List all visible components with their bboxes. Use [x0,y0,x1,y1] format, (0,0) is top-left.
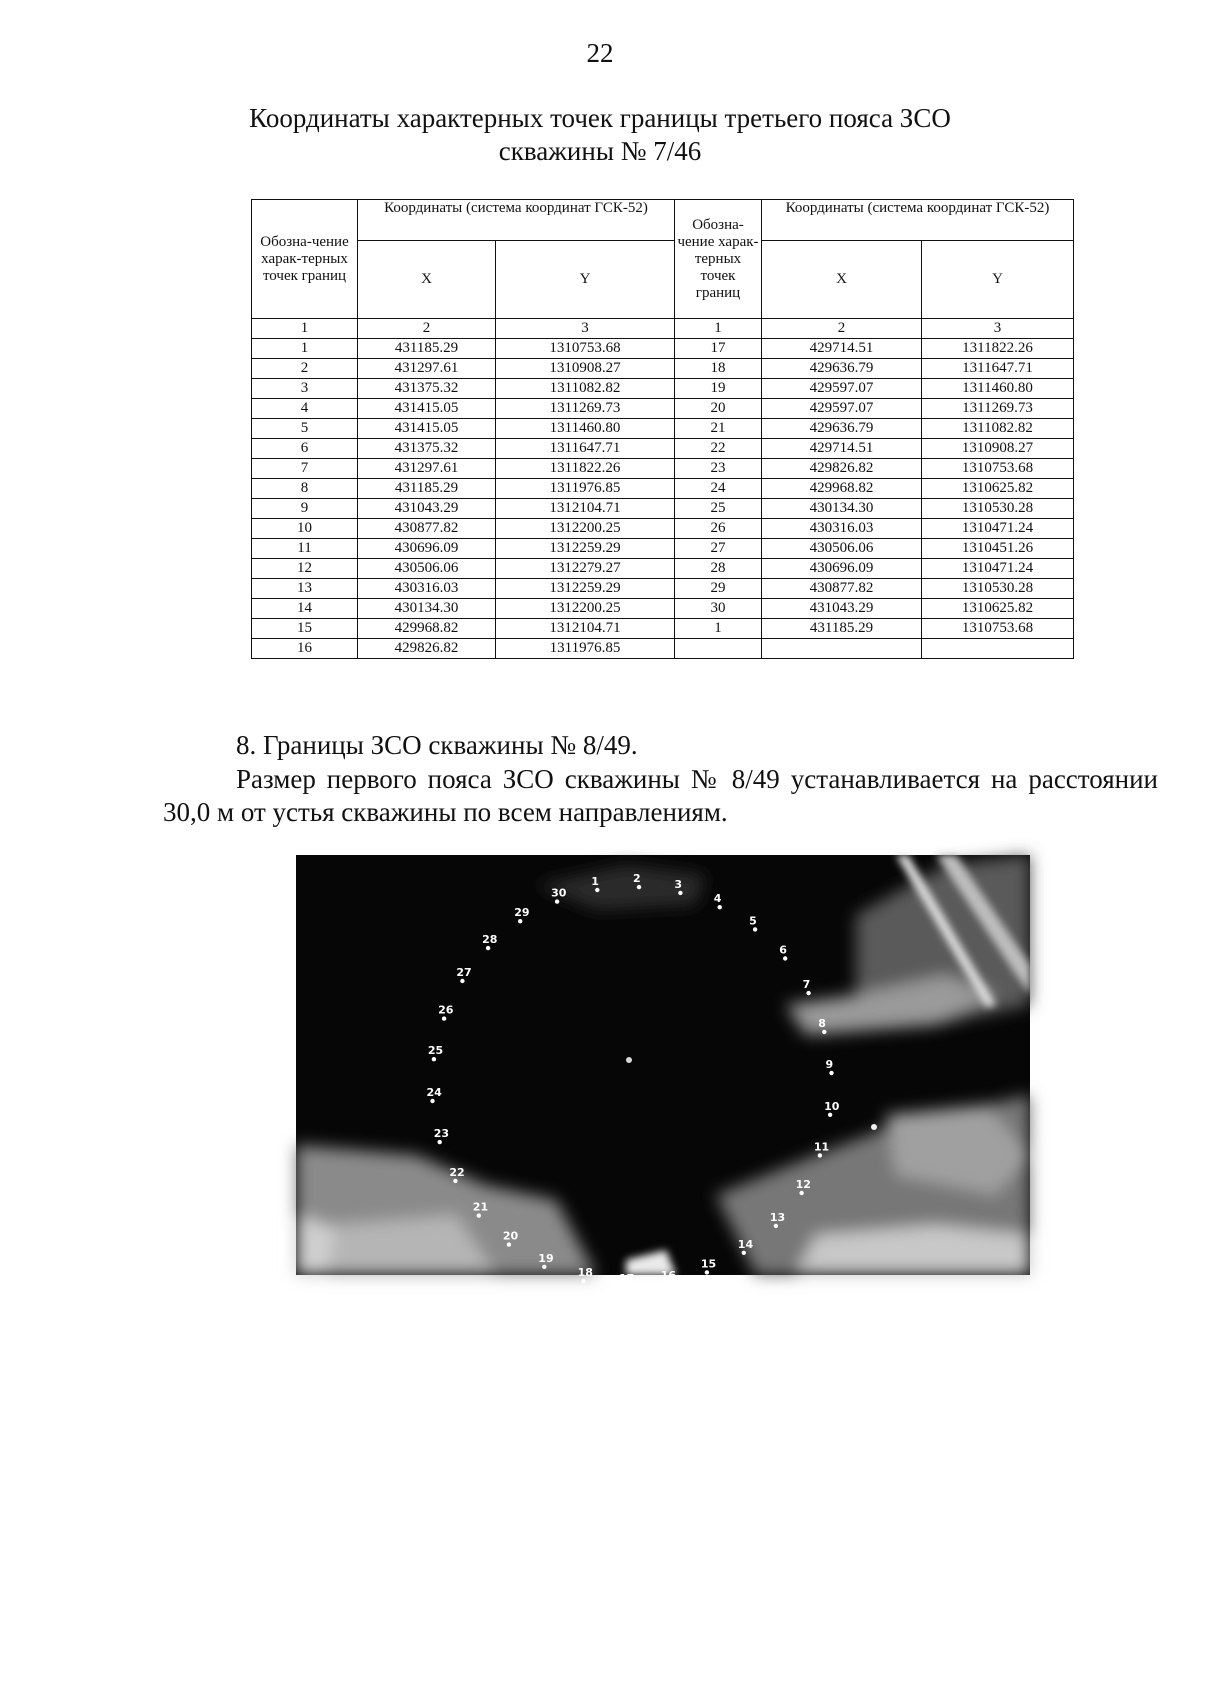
boundary-point [822,1030,826,1034]
column-number: 1 [252,319,358,339]
cell-x: 429968.82 [358,619,496,639]
boundary-point-label: 19 [538,1251,554,1265]
boundary-point [637,885,641,889]
cell-y: 1311822.26 [496,459,675,479]
boundary-point-label: 27 [456,966,472,979]
boundary-point [828,1113,832,1117]
cell-point: 1 [252,339,358,359]
table-row [252,459,1074,479]
boundary-point-label: 12 [795,1178,811,1191]
table-row [252,439,1074,459]
cell-y: 1311082.82 [922,419,1074,439]
cell-x: 429968.82 [762,479,922,499]
cell-x: 430877.82 [358,519,496,539]
boundary-point-label: 21 [472,1200,489,1214]
cell-y: 1312259.29 [496,579,675,599]
cell-x: 431297.61 [358,459,496,479]
boundary-point [595,888,599,892]
table-row [252,559,1074,579]
boundary-point [477,1213,481,1217]
section-paragraph: Размер первого пояса ЗСО скважины № 8/49 устанавливается на расстоянии 30,0 м от устья скважины по всем направлениям. [163,764,1158,827]
cell-y: 1311976.85 [496,639,675,659]
cell-x: 429714.51 [762,439,922,459]
boundary-point [518,919,522,923]
cell-y: 1310753.68 [922,459,1074,479]
cell-point: 15 [252,619,358,639]
boundary-point-label: 1 [591,875,599,888]
cell-x: 429636.79 [762,359,922,379]
cell-point: 22 [675,439,762,459]
cell-x: 429826.82 [358,639,496,659]
table-row [252,379,1074,399]
boundary-point-label: 24 [426,1086,442,1099]
table-row [252,359,1074,379]
cell-point: 13 [252,579,358,599]
cell-x: 431043.29 [762,599,922,619]
boundary-point-label: 4 [713,892,722,906]
cell-x: 431043.29 [358,499,496,519]
cell-point: 21 [675,419,762,439]
cell-x: 429597.07 [762,399,922,419]
column-number: 3 [496,319,675,339]
boundary-point [507,1242,511,1246]
boundary-point [432,1057,436,1061]
cell-y: 1311976.85 [496,479,675,499]
boundary-point-label: 10 [824,1099,840,1113]
page-number: 22 [586,38,614,68]
cell-x: 431415.05 [358,419,496,439]
cell-x: 430316.03 [762,519,922,539]
column-number: 3 [922,319,1074,339]
boundary-point-label: 28 [482,933,498,947]
cell-x: 429714.51 [762,339,922,359]
boundary-point-label: 20 [502,1229,519,1243]
cell-x: 431375.32 [358,439,496,459]
table-row [252,339,1074,359]
cell-x: 429826.82 [762,459,922,479]
cell-x: 431185.29 [358,339,496,359]
cell-x: 431297.61 [358,359,496,379]
boundary-point [829,1071,833,1075]
cell-x: 430877.82 [762,579,922,599]
cell-y: 1311460.80 [496,419,675,439]
boundary-point [818,1153,822,1157]
boundary-point-label: 8 [818,1016,826,1030]
boundary-point-label: 16 [660,1269,677,1282]
boundary-point [555,899,559,903]
cell-point: 1 [675,619,762,639]
boundary-point [442,1016,446,1020]
boundary-point [430,1099,434,1103]
map-marker [871,1124,877,1130]
boundary-point-label: 30 [551,886,567,900]
cell-y: 1312279.27 [496,559,675,579]
table-title-line-1: Координаты характерных точек границы третьего пояса ЗСО [249,103,951,133]
cell-y: 1312104.71 [496,619,675,639]
cell-point: 27 [675,539,762,559]
boundary-point [460,979,464,983]
boundary-point-label: 5 [749,914,757,928]
cell-point [675,639,762,659]
boundary-point [806,991,810,995]
cell-point: 28 [675,559,762,579]
header-coords-right: Координаты (система координат ГСК-52) [762,200,1074,241]
cell-x: 431185.29 [762,619,922,639]
cell-x: 430696.09 [762,559,922,579]
satellite-map-figure [296,855,1030,1285]
cell-point: 12 [252,559,358,579]
cell-y: 1312259.29 [496,539,675,559]
boundary-point [678,891,682,895]
boundary-point-label: 29 [514,906,530,920]
cell-x: 430134.30 [762,499,922,519]
cell-point: 26 [675,519,762,539]
cell-x: 429597.07 [762,379,922,399]
boundary-point [581,1279,585,1283]
cell-point: 17 [675,339,762,359]
table-title [0,102,1200,168]
cell-point: 2 [252,359,358,379]
section-heading: 8. Границы ЗСО скважины № 8/49. [236,730,638,760]
well-marker [626,1057,632,1063]
cell-y: 1310908.27 [496,359,675,379]
cell-x: 431415.05 [358,399,496,419]
boundary-point [453,1179,457,1183]
cell-point: 8 [252,479,358,499]
cell-point: 20 [675,399,762,419]
cell-y: 1311647.71 [922,359,1074,379]
cell-y: 1310471.24 [922,559,1074,579]
boundary-point [438,1140,442,1144]
cell-y: 1310753.68 [922,619,1074,639]
cell-x: 431375.32 [358,379,496,399]
cell-x: 431185.29 [358,479,496,499]
header-point-right: Обозна-чение харак-терных точек границ [675,200,762,319]
cell-y [922,639,1074,659]
cell-point: 4 [252,399,358,419]
boundary-point-label: 13 [769,1210,786,1224]
cell-y: 1310625.82 [922,599,1074,619]
cell-y: 1311269.73 [922,399,1074,419]
cell-point: 11 [252,539,358,559]
header-x-right: X [762,241,922,319]
table-row [252,399,1074,419]
cell-y: 1311269.73 [496,399,675,419]
boundary-point-label: 3 [674,877,683,891]
cell-y: 1312200.25 [496,519,675,539]
cell-point: 30 [675,599,762,619]
cell-y: 1311822.26 [922,339,1074,359]
cell-y: 1310471.24 [922,519,1074,539]
cell-point: 14 [252,599,358,619]
boundary-point [742,1251,746,1255]
cell-point: 6 [252,439,358,459]
cell-x: 430316.03 [358,579,496,599]
cell-y: 1311647.71 [496,439,675,459]
boundary-point-label: 22 [449,1165,465,1179]
cell-y: 1310753.68 [496,339,675,359]
boundary-point [753,927,757,931]
boundary-point-label: 25 [427,1044,444,1058]
boundary-point-label: 15 [700,1257,717,1271]
boundary-point-label: 6 [779,943,787,957]
cell-x: 430134.30 [358,599,496,619]
table-row [252,419,1074,439]
column-number-row [252,319,1074,339]
table-row [252,479,1074,499]
satellite-map [296,855,1030,1285]
table-row [252,579,1074,599]
table-row [252,539,1074,559]
column-number: 2 [358,319,496,339]
table-row [252,499,1074,519]
cell-point: 10 [252,519,358,539]
boundary-point-label: 11 [813,1140,830,1154]
cell-x: 430506.06 [358,559,496,579]
cell-y: 1310530.28 [922,499,1074,519]
boundary-point [665,1282,669,1286]
boundary-point [705,1270,709,1274]
header-y-left: Y [496,241,675,319]
cell-point: 18 [675,359,762,379]
header-x-left: X [358,241,496,319]
table-row [252,599,1074,619]
table-row [252,619,1074,639]
boundary-point-label: 7 [802,978,811,992]
cell-point: 3 [252,379,358,399]
boundary-point [783,956,787,960]
boundary-point [774,1224,778,1228]
boundary-point [486,946,490,950]
cell-point: 23 [675,459,762,479]
boundary-point [542,1265,546,1269]
cell-point: 24 [675,479,762,499]
cell-y: 1310530.28 [922,579,1074,599]
boundary-point-label: 14 [737,1237,754,1251]
cell-point: 25 [675,499,762,519]
cell-y: 1311082.82 [496,379,675,399]
column-number: 1 [675,319,762,339]
table-header-xy-row [252,241,1074,319]
cell-x: 430696.09 [358,539,496,559]
column-number: 2 [762,319,922,339]
boundary-point-label: 23 [433,1127,450,1141]
cell-point: 7 [252,459,358,479]
table-row [252,519,1074,539]
cell-x: 429636.79 [762,419,922,439]
cell-point: 19 [675,379,762,399]
coordinates-table [251,199,1074,659]
cell-x [762,639,922,659]
header-coords-left: Координаты (система координат ГСК-52) [358,200,675,241]
header-y-right: Y [922,241,1074,319]
boundary-point-label: 9 [825,1058,834,1071]
cell-y: 1311460.80 [922,379,1074,399]
table-header-row [252,200,1074,241]
cell-point: 5 [252,419,358,439]
boundary-point-label: 17 [619,1271,635,1285]
header-point-left: Обозна-чение харак-терных точек границ [252,200,358,319]
cell-y: 1310625.82 [922,479,1074,499]
cell-point: 29 [675,579,762,599]
cell-y: 1310908.27 [922,439,1074,459]
table-row [252,639,1074,659]
cell-point: 16 [252,639,358,659]
cell-y: 1312200.25 [496,599,675,619]
boundary-point-label: 18 [577,1266,593,1280]
cell-point: 9 [252,499,358,519]
boundary-point [623,1285,627,1289]
cell-x: 430506.06 [762,539,922,559]
cell-y: 1310451.26 [922,539,1074,559]
table-title-line-2: скважины № 7/46 [498,136,702,166]
boundary-point [718,905,722,909]
boundary-point-label: 26 [438,1003,454,1017]
boundary-point-label: 2 [633,872,641,886]
boundary-point [799,1191,803,1195]
cell-y: 1312104.71 [496,499,675,519]
